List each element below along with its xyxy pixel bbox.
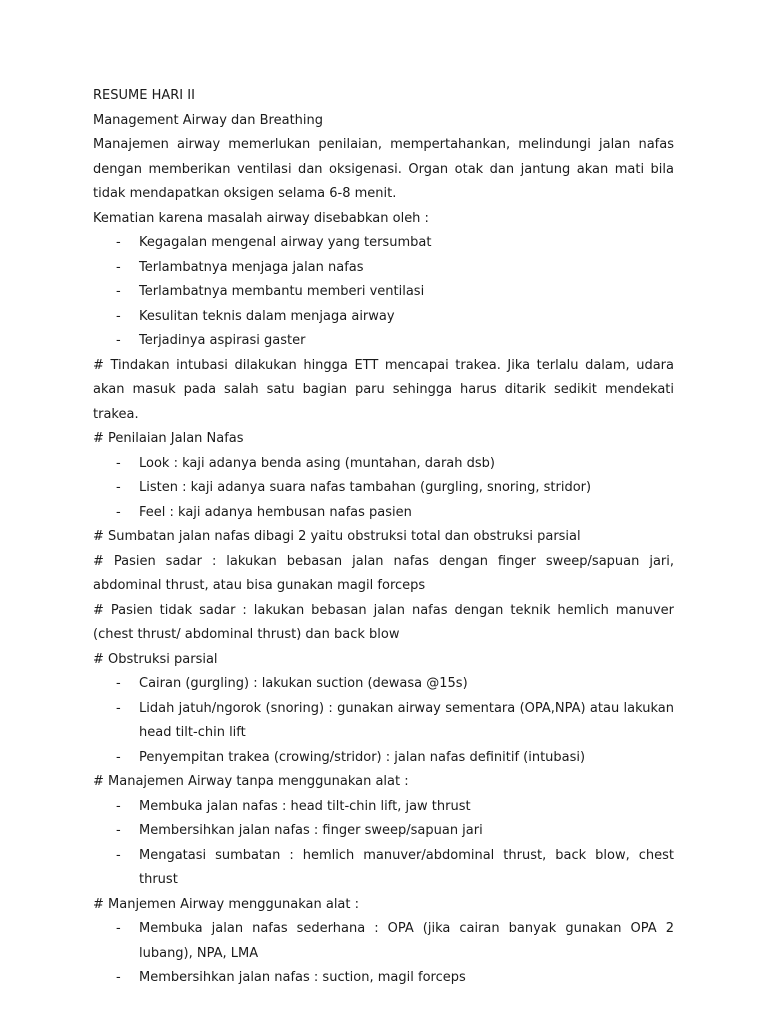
list-item bbox=[93, 917, 674, 966]
dash-bullet: - bbox=[116, 700, 121, 716]
dash-bullet: - bbox=[116, 504, 121, 520]
dash-bullet: - bbox=[116, 921, 121, 936]
list-item bbox=[93, 746, 674, 771]
dash-bullet: - bbox=[116, 333, 121, 348]
assessment-heading: # Penilaian Jalan Nafas bbox=[93, 431, 244, 446]
dash-bullet: - bbox=[116, 798, 121, 814]
partial-heading: # Obstruksi parsial bbox=[93, 651, 218, 667]
list-item bbox=[93, 280, 674, 305]
list-item-text: Penyempitan trakea (crowing/stridor) : jalan nafas definitif (intubasi) bbox=[139, 749, 586, 765]
dash-bullet: - bbox=[116, 235, 121, 250]
list-item bbox=[93, 476, 674, 501]
document-page bbox=[93, 84, 674, 991]
list-item bbox=[93, 844, 674, 893]
document-subtitle: Management Airway dan Breathing bbox=[93, 112, 324, 128]
list-item-text: Listen : kaji adanya suara nafas tambahan (gurgling, snoring, stridor) bbox=[139, 480, 592, 495]
list-item bbox=[93, 452, 674, 477]
list-item-text: Terlambatnya menjaga jalan nafas bbox=[139, 259, 364, 275]
list-item-text: Kesulitan teknis dalam menjaga airway bbox=[139, 308, 395, 324]
list-item bbox=[93, 966, 674, 991]
intubation-note: # Tindakan intubasi dilakukan hingga ETT mencapai trakea. Jika terlalu dalam, udara akan masuk pada salah satu bagian paru sehingga harus ditarik sedikit mendekati trakea. bbox=[93, 357, 674, 422]
list-item bbox=[93, 819, 674, 844]
causes-heading: Kematian karena masalah airway disebabkan oleh : bbox=[93, 210, 429, 226]
partial-list bbox=[93, 672, 674, 770]
dash-bullet: - bbox=[116, 284, 121, 299]
dash-bullet: - bbox=[116, 308, 121, 324]
dash-bullet: - bbox=[116, 455, 121, 471]
list-item-text: Membuka jalan nafas sederhana : OPA (jika cairan banyak gunakan OPA 2 lubang), NPA, LMA bbox=[139, 921, 674, 961]
list-item bbox=[93, 256, 674, 281]
intro-paragraph: Manajemen airway memerlukan penilaian, mempertahankan, melindungi jalan nafas dengan memberikan ventilasi dan oksigenasi. Organ otak dan jantung akan mati bila tidak mendapatkan oksigen selama 6-8 menit. bbox=[93, 137, 674, 201]
obstruction-types: # Sumbatan jalan nafas dibagi 2 yaitu obstruksi total dan obstruksi parsial bbox=[93, 529, 581, 544]
dash-bullet: - bbox=[116, 676, 121, 691]
list-item bbox=[93, 329, 674, 354]
dash-bullet: - bbox=[116, 970, 121, 985]
no-tools-heading: # Manajemen Airway tanpa menggunakan alat : bbox=[93, 774, 409, 789]
list-item bbox=[93, 672, 674, 697]
list-item-text: Terjadinya aspirasi gaster bbox=[139, 333, 306, 348]
list-item-text: Lidah jatuh/ngorok (snoring) : gunakan airway sementara (OPA,NPA) atau lakukan head tilt-chin lift bbox=[139, 700, 674, 740]
list-item bbox=[93, 501, 674, 526]
with-tools-heading: # Manjemen Airway menggunakan alat : bbox=[93, 896, 360, 912]
causes-list bbox=[93, 231, 674, 354]
unconscious-patient-note: # Pasien tidak sadar : lakukan bebasan jalan nafas dengan teknik hemlich manuver (chest thrust/ abdominal thrust) dan back blow bbox=[93, 602, 674, 642]
dash-bullet: - bbox=[116, 259, 121, 275]
list-item-text: Kegagalan mengenal airway yang tersumbat bbox=[139, 235, 432, 250]
assessment-list bbox=[93, 452, 674, 526]
list-item bbox=[93, 305, 674, 330]
list-item-text: Membuka jalan nafas : head tilt-chin lift, jaw thrust bbox=[139, 798, 471, 814]
conscious-patient-note: # Pasien sadar : lakukan bebasan jalan nafas dengan finger sweep/sapuan jari, abdominal thrust, atau bisa gunakan magil forceps bbox=[93, 553, 674, 593]
dash-bullet: - bbox=[116, 847, 121, 863]
list-item-text: Terlambatnya membantu memberi ventilasi bbox=[139, 284, 425, 299]
dash-bullet: - bbox=[116, 749, 121, 765]
dash-bullet: - bbox=[116, 823, 121, 838]
list-item-text: Look : kaji adanya benda asing (muntahan, darah dsb) bbox=[139, 455, 495, 471]
no-tools-list bbox=[93, 795, 674, 893]
list-item-text: Feel : kaji adanya hembusan nafas pasien bbox=[139, 504, 412, 520]
list-item-text: Cairan (gurgling) : lakukan suction (dewasa @15s) bbox=[139, 676, 468, 691]
list-item bbox=[93, 231, 674, 256]
document-title: RESUME HARI II bbox=[93, 88, 195, 103]
with-tools-list bbox=[93, 917, 674, 991]
list-item bbox=[93, 697, 674, 746]
list-item bbox=[93, 795, 674, 820]
list-item-text: Membersihkan jalan nafas : finger sweep/sapuan jari bbox=[139, 823, 483, 838]
list-item-text: Mengatasi sumbatan : hemlich manuver/abdominal thrust, back blow, chest thrust bbox=[139, 847, 674, 887]
list-item-text: Membersihkan jalan nafas : suction, magil forceps bbox=[139, 970, 466, 985]
dash-bullet: - bbox=[116, 480, 121, 495]
